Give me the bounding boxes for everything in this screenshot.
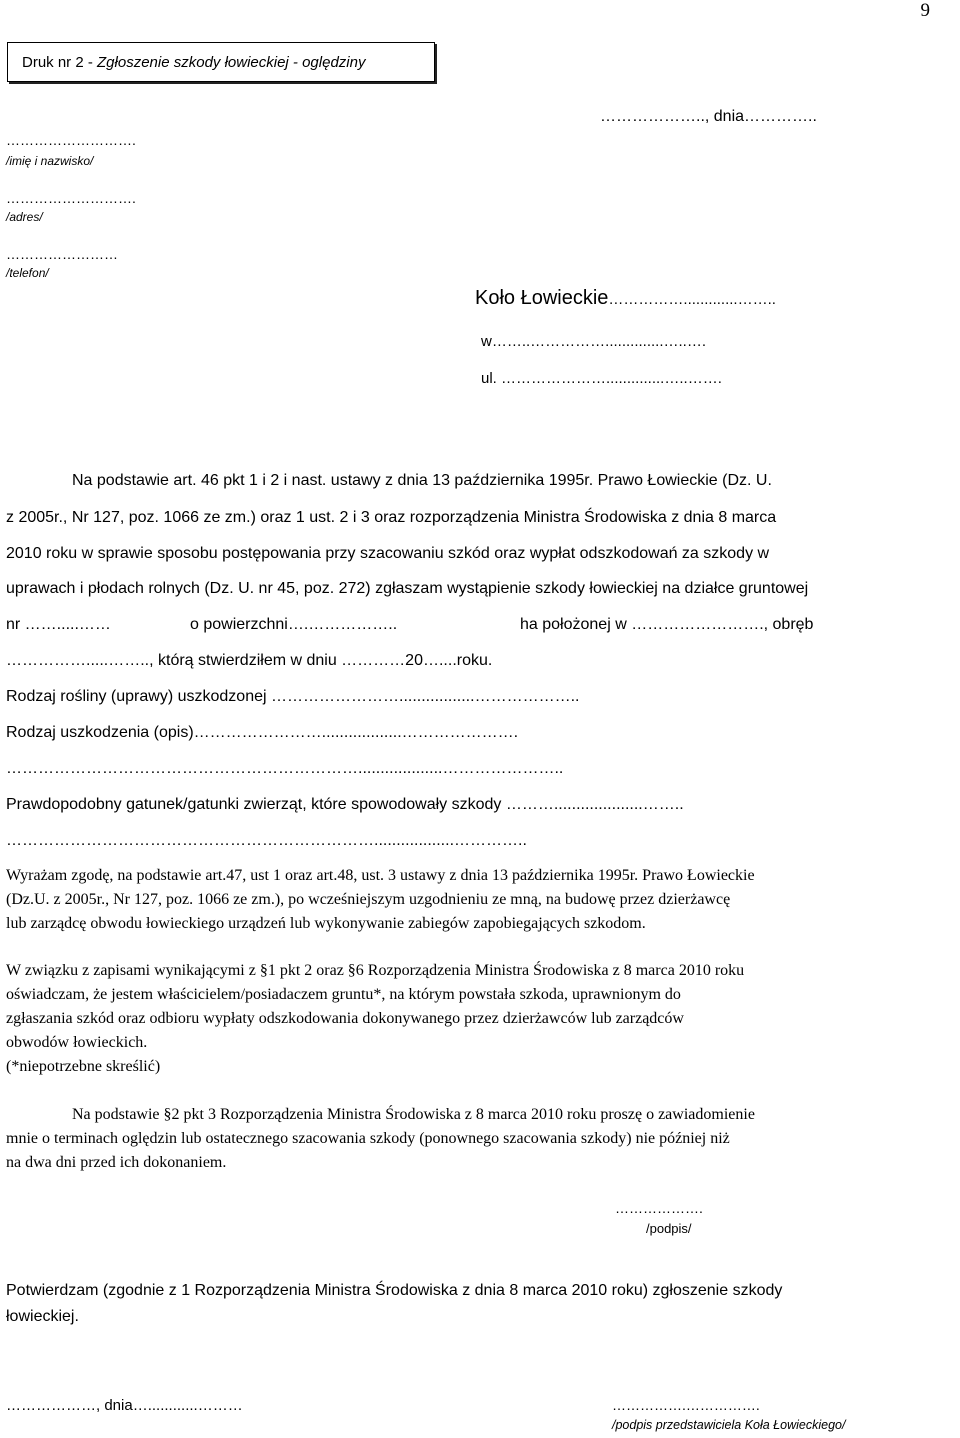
parcel-location: ha położonej w ……………………., obręb <box>520 616 814 633</box>
confirm-line-1: Potwierdzam (zgodnie z 1 Rozporządzenia Ministra Środowiska z dnia 8 marca 2010 roku) zgłoszenie szkody <box>6 1282 783 1299</box>
request-line-1: Na podstawie §2 pkt 3 Rozporządzenia Ministra Środowiska z 8 marca 2010 roku proszę o zawiadomienie <box>72 1106 755 1123</box>
representative-label: /podpis przedstawiciela Koła Łowieckiego/ <box>612 1418 846 1432</box>
request-line-2: mnie o terminach oględzin lub ostatecznego szacowania szkody (ponownego szacowania szkody) nie później niż <box>6 1130 730 1147</box>
confirm-line-2: łowieckiej. <box>6 1308 79 1325</box>
representative-dots: …………….……………. <box>612 1397 760 1413</box>
damage-field-cont: …………………………………………………………...................………………….. <box>6 760 564 777</box>
declaration-line-4: obwodów łowieckich. <box>6 1034 148 1051</box>
declaration-line-1: W związku z zapisami wynikającymi z §1 pkt 2 oraz §6 Rozporządzenia Ministra Środowiska z 8 marca 2010 roku <box>6 962 745 979</box>
main-line-2: z 2005r., Nr 127, poz. 1066 ze zm.) oraz 1 ust. 2 i 3 oraz rozporządzenia Ministra Środowiska z dnia 8 marca <box>6 509 777 526</box>
main-line-1: Na podstawie art. 46 pkt 1 i 2 i nast. ustawy z dnia 13 października 1995r. Prawo Łowieckie (Dz. U. <box>72 472 772 489</box>
form-title-box <box>7 42 435 82</box>
consent-line-3: lub zarządcę obwodu łowieckiego urządzeń lub wykonywanie zabiegów zapobiegających szkodom. <box>6 915 646 932</box>
parcel-area: o powierzchni….…………….. <box>190 616 398 633</box>
phone-dots: …………………… <box>6 246 118 262</box>
address-dots: ………………………. <box>6 190 136 206</box>
declaration-line-3: zgłaszania szkód oraz odbioru wypłaty odszkodowania dokonywanego przez dzierżawców lub zarządców <box>6 1010 684 1027</box>
signature-dots: ………………. <box>615 1200 703 1216</box>
damage-field: Rodzaj uszkodzenia (opis)……………………..................…………………. <box>6 724 519 741</box>
form-title-prefix: Druk nr 2 - <box>22 53 98 71</box>
footer-date-line: ………………, dnia…............……… <box>6 1397 243 1414</box>
declaration-line-2: oświadczam, że jestem właścicielem/posiadaczem gruntu*, na którym powstała szkoda, uprawnionym do <box>6 986 681 1003</box>
club-label: Koło Łowieckie <box>475 287 609 309</box>
name-label: /imię i nazwisko/ <box>6 154 94 168</box>
parcel-number: nr …….....…… <box>6 616 111 633</box>
main-line-6: …………….....…….., którą stwierdziłem w dniu …………20…....roku. <box>6 652 493 669</box>
page-number: 9 <box>920 0 930 21</box>
phone-label: /telefon/ <box>6 266 49 280</box>
request-line-3: na dwa dni przed ich dokonaniem. <box>6 1154 227 1171</box>
main-line-3: 2010 roku w sprawie sposobu postępowania przy szacowaniu szkód oraz wypłat odszkodowań za szkody w <box>6 545 770 562</box>
plant-field: Rodzaj rośliny (uprawy) uszkodzonej …………………….................……………….. <box>6 688 580 705</box>
consent-line-1: Wyrażam zgodę, na podstawie art.47, ust 1 oraz art.48, ust. 3 ustawy z dnia 13 października 1995r. Prawo Łowieckie <box>6 867 755 884</box>
recipient-club <box>475 287 776 310</box>
consent-line-2: (Dz.U. z 2005r., Nr 127, poz. 1066 ze zm.), po wcześniejszym uzgodnieniu ze mną, na budowę przez dzierżawcę <box>6 891 731 908</box>
recipient-street: ul. …………………..............…..……. <box>481 370 722 387</box>
signature-label: /podpis/ <box>646 1221 692 1236</box>
species-field-cont: ……………………………………………………………..................………….. <box>6 832 527 849</box>
recipient-town: w……..……………..............…..…. <box>481 333 707 350</box>
name-dots: ………………………. <box>6 132 136 148</box>
club-dots: …………….............…….. <box>608 291 776 308</box>
address-label: /adres/ <box>6 210 43 224</box>
form-title: Zgłoszenie szkody łowieckiej - oględziny <box>97 53 366 71</box>
declaration-note: (*niepotrzebne skreślić) <box>6 1058 161 1075</box>
main-line-4: uprawach i płodach rolnych (Dz. U. nr 45, poz. 272) zgłaszam wystąpienie szkody łowieckiej na działce gruntowej <box>6 580 809 597</box>
date-line: ……………….., dnia………….. <box>600 108 817 125</box>
species-field: Prawdopodobny gatunek/gatunki zwierząt, które spowodowały szkody ………....................…….. <box>6 796 684 813</box>
